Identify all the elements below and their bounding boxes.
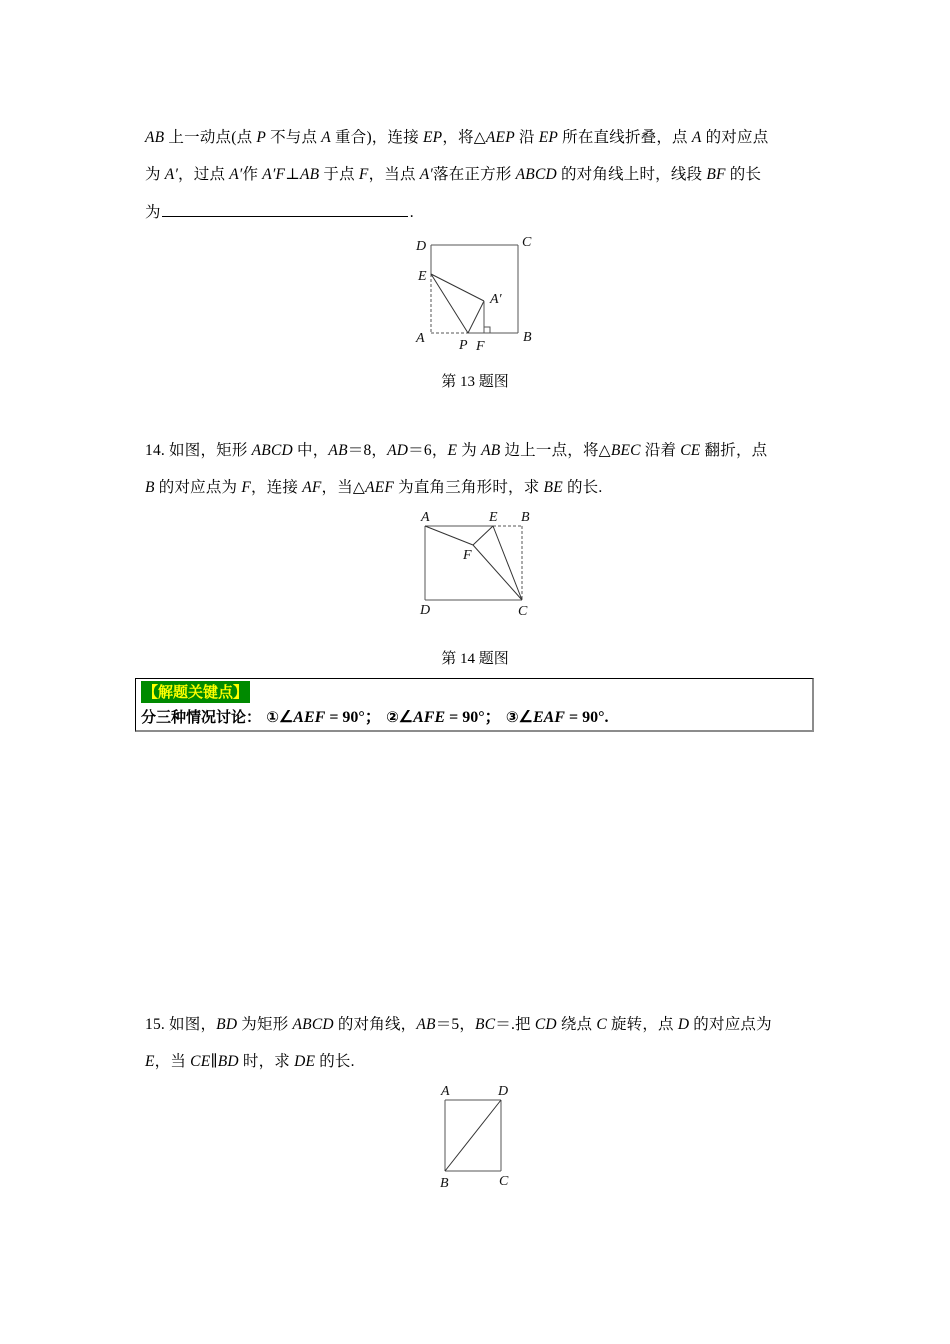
- label-F: F: [476, 339, 485, 354]
- edge-A-prime-P: [468, 301, 484, 333]
- label-A: A: [421, 510, 430, 525]
- figure-14: [405, 505, 550, 625]
- label-C: C: [518, 604, 528, 619]
- label-C: C: [522, 235, 532, 250]
- figure-15: [425, 1075, 535, 1200]
- label-P: P: [459, 338, 468, 353]
- label-D: D: [420, 603, 431, 618]
- q15-text-line-1: 15. 如图，BD 为矩形 ABCD 的对角线，AB＝5，BC＝.把 CD 绕点 C 旋转，点 D 的对应点为: [145, 1016, 772, 1033]
- label-B: B: [523, 330, 532, 345]
- right-angle-mark: [484, 327, 490, 333]
- q13-text-line-1: AB 上一动点(点 P 不与点 A 重合)，连接 EP，将△AEP 沿 EP 所在直线折叠，点 A 的对应点: [145, 129, 769, 146]
- answer-blank[interactable]: [162, 202, 408, 217]
- segment-FC: [473, 545, 522, 600]
- label-D: D: [416, 239, 427, 254]
- label-B: B: [521, 510, 530, 525]
- fold-line-EP: [431, 274, 468, 333]
- figure-13: [400, 225, 560, 365]
- key-point-body: 分三种情况讨论： ①∠AEF = 90°； ②∠AFE = 90°； ③∠EAF = 90°.: [141, 708, 609, 726]
- diagonal-BD: [445, 1100, 501, 1171]
- q13-text-line-2: 为 A′，过点 A′作 A′F⊥AB 于点 F，当点 A′落在正方形 ABCD 的对角线上时，线段 BF 的长: [145, 166, 762, 183]
- segment-AF: [425, 526, 473, 545]
- label-A: A: [441, 1084, 450, 1099]
- fold-line-EC: [493, 526, 522, 600]
- label-E: E: [418, 269, 427, 284]
- figure-14-caption: 第 14 题图: [441, 651, 509, 667]
- label-C: C: [499, 1174, 509, 1189]
- label-A-prime: A′: [490, 292, 502, 307]
- q14-text-line-1: 14. 如图，矩形 ABCD 中，AB＝8，AD＝6，E 为 AB 边上一点，将△BEC 沿着 CE 翻折，点: [145, 442, 768, 459]
- label-F: F: [463, 548, 472, 563]
- segment-EF: [473, 526, 493, 545]
- label-B: B: [440, 1176, 449, 1191]
- label-D: D: [498, 1084, 509, 1099]
- key-point-title: 【解题关键点】: [143, 683, 249, 701]
- q13-text-line-3: 为 .: [145, 204, 414, 221]
- label-E: E: [489, 510, 498, 525]
- q15-text-line-2: E，当 CE∥BD 时，求 DE 的长.: [145, 1053, 355, 1070]
- q14-text-line-2: B 的对应点为 F，连接 AF，当△AEF 为直角三角形时，求 BE 的长.: [145, 479, 603, 496]
- figure-13-caption: 第 13 题图: [441, 374, 509, 390]
- key-point-box: [135, 678, 814, 732]
- label-A: A: [416, 331, 425, 346]
